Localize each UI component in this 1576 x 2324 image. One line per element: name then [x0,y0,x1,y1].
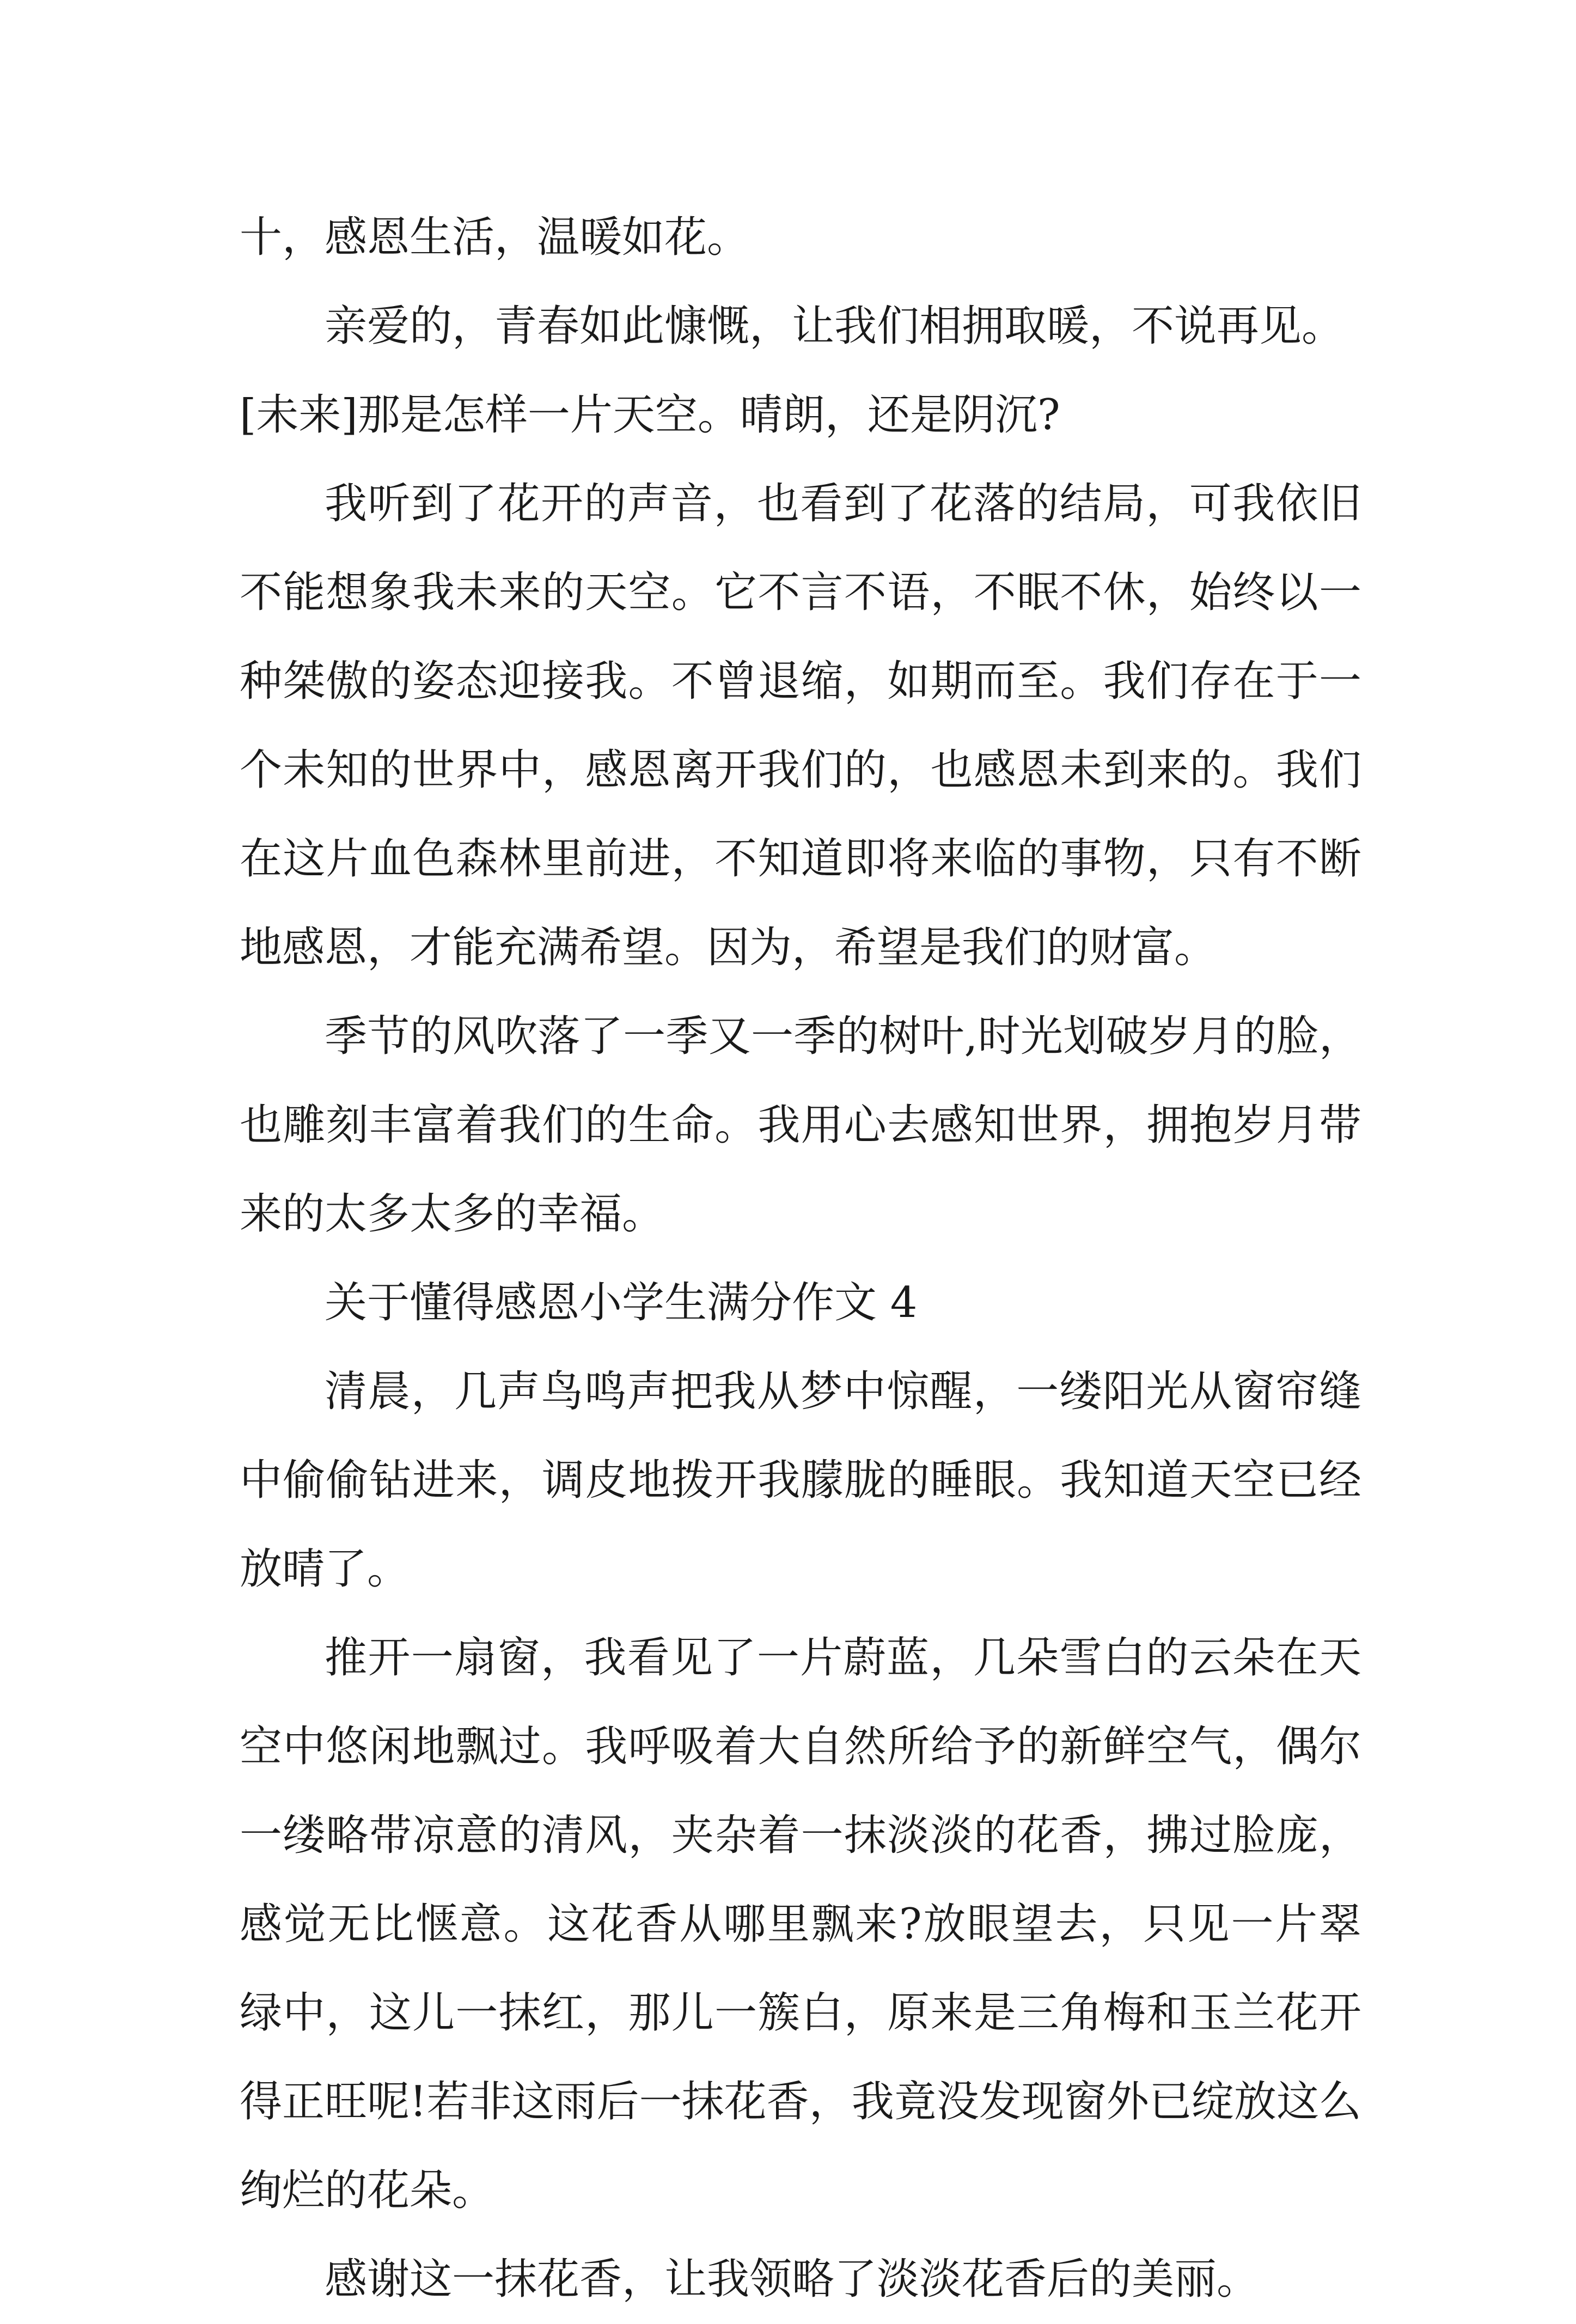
paragraph-8: 感谢这一抹花香，让我领略了淡淡花香后的美丽。 [325,2255,1260,2304]
paragraph-7: 推开一扇窗，我看见了一片蔚蓝，几朵雪白的云朵在天空中悠闲地飘过。我呼吸着大自然所给予的新鲜空气，偶尔一缕略带凉意的清风，夹杂着一抹淡淡的花香，拂过脸庞，感觉无比惬意。这花香从哪里飘来?放眼望去，只见一片翠绿中，这儿一抹红，那儿一簇白，原来是三角梅和玉兰花开得正旺呢!若非这雨后一抹花香，我竟没发现窗外已绽放这么绚烂的花朵。 [240,1633,1361,2215]
paragraph-2: 亲爱的，青春如此慷慨，让我们相拥取暖，不说再见。 [325,302,1345,351]
paragraph-4: 我听到了花开的声音，也看到了花落的结局，可我依旧不能想象我未来的天空。它不言不语，不眠不休，始终以一种桀傲的姿态迎接我。不曾退缩，如期而至。我们存在于一个未知的世界中，感恩离开我们的，也感恩未到来的。我们在这片血色森林里前进，不知道即将来临的事物，只有不断地感恩，才能充满希望。因为，希望是我们的财富。 [240,479,1361,972]
paragraph-1: 十，感恩生活，温暖如花。 [240,213,750,262]
paragraph-3: [未来]那是怎样一片天空。晴朗，还是阴沉? [240,391,1060,440]
section-heading: 关于懂得感恩小学生满分作文 4 [325,1278,918,1327]
document-body [240,193,1361,2324]
paragraph-5: 季节的风吹落了一季又一季的树叶,时光划破岁月的脸，也雕刻丰富着我们的生命。我用心去感知世界，拥抱岁月带来的太多太多的幸福。 [240,1012,1361,1239]
paragraph-6: 清晨，几声鸟鸣声把我从梦中惊醒，一缕阳光从窗帘缝中偷偷钻进来，调皮地拨开我朦胧的睡眼。我知道天空已经放晴了。 [240,1367,1361,1594]
